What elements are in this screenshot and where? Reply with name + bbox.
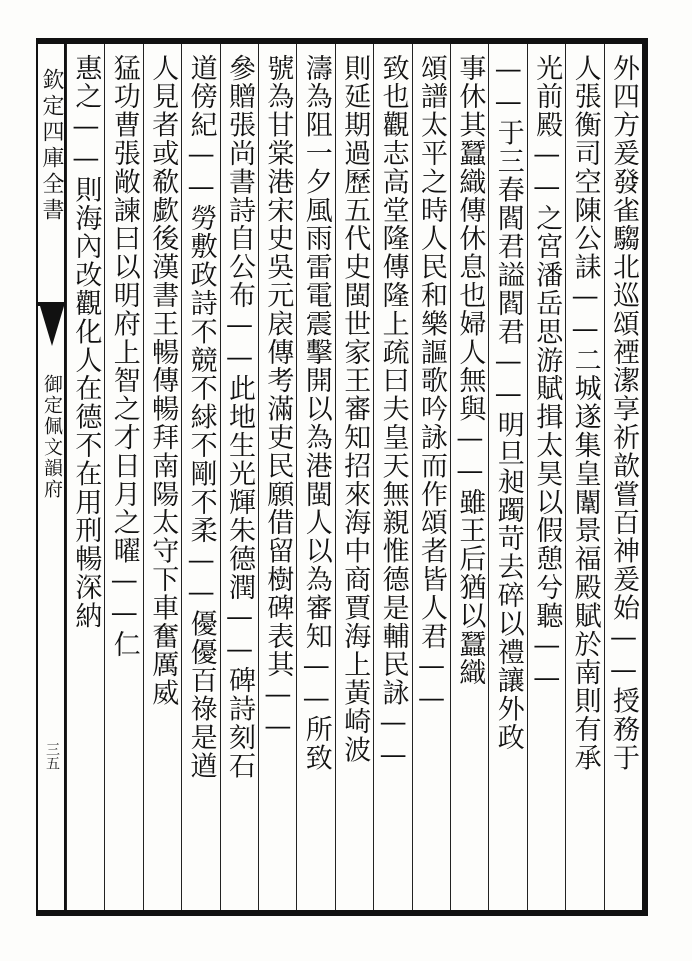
- text-column: 人見者或欷歔後漢書王暢傳暢拜南陽太守下車奮厲威: [143, 44, 181, 910]
- spine-subtitle: 御定佩文韻府: [41, 374, 63, 500]
- text-column: 參贈張尚書詩自公布——此地生光輝朱德潤——碑詩刻石: [220, 44, 258, 910]
- text-column: 人張衡司空陳公誄——二城遂集皇闈景福殿賦於南則有承: [565, 44, 603, 910]
- text-column: 則延期過歷五代史閩世家王審知招來海中商賈海上黃崎波: [335, 44, 373, 910]
- text-column: 道傍紀——勞敷政詩不競不絿不剛不柔——優優百祿是遒: [181, 44, 219, 910]
- page-number: 三五: [44, 742, 60, 770]
- text-column: 惠之——則海內改觀化人在德不在用刑暢深納: [66, 44, 104, 910]
- spine-title: 欽定四庫全書: [39, 68, 64, 224]
- text-columns: [66, 44, 642, 910]
- text-column: 外四方爰發雀騶北巡頌禋潔享祈歆嘗百神爰始——授務于: [604, 44, 642, 910]
- fish-tail-icon: [40, 306, 64, 346]
- text-column: 致也觀志高堂隆傳隆上疏曰夫皇天無親惟德是輔民詠——: [373, 44, 411, 910]
- text-column: 光前殿——之宮潘岳思游賦揖太昊以假憩兮聽——: [527, 44, 565, 910]
- text-column: 頌譜太平之時人民和樂謳歌吟詠而作頌者皆人君——: [412, 44, 450, 910]
- text-column: ——于三春閻君謚閻君——明旦昶躅苛去碎以禮讓外政: [488, 44, 526, 910]
- text-column: 濤為阻一夕風雨雷電震擊開以為港閩人以為審知——所致: [296, 44, 334, 910]
- spine-column: [38, 44, 66, 910]
- text-column: 事休其蠶織傳休息也婦人無與——雖王后猶以蠶織: [450, 44, 488, 910]
- text-column: 號為甘棠港宋史吳元扆傳考滿吏民願借留樹碑表其——: [258, 44, 296, 910]
- text-column: 猛功曹張敞諫曰以明府上智之才日月之曜——仁: [104, 44, 142, 910]
